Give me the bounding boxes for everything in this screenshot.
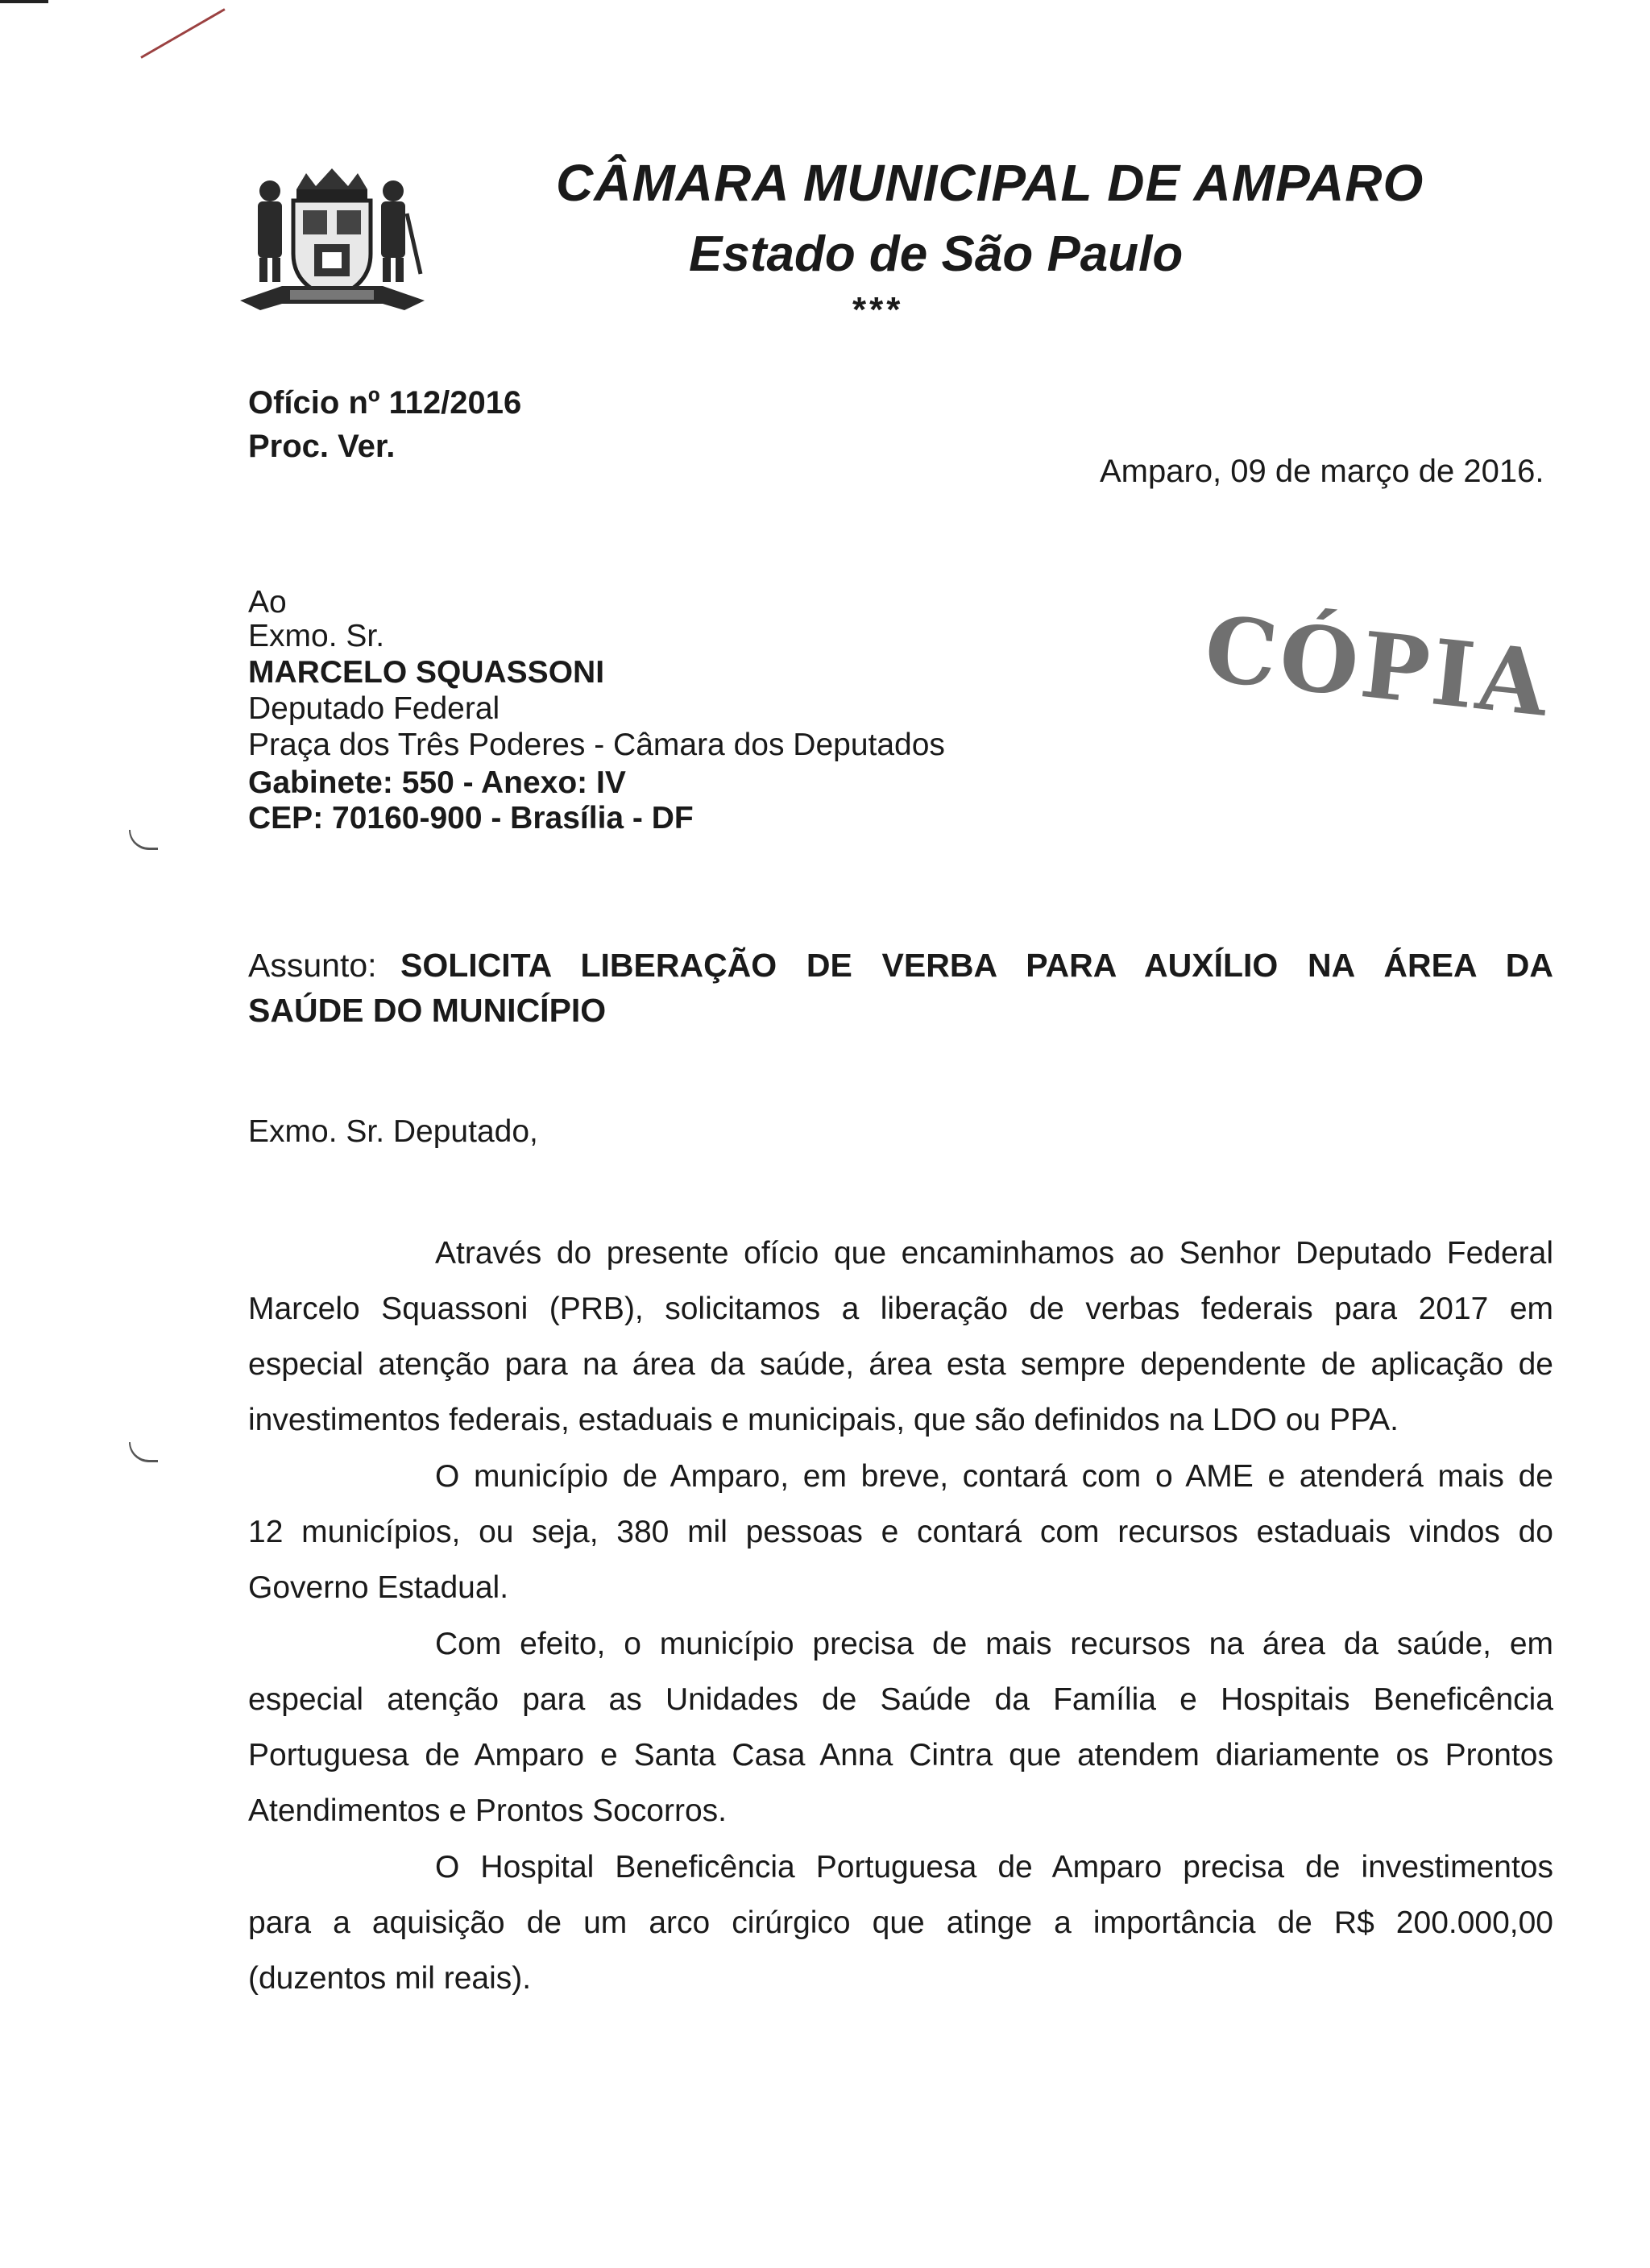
paragraph-line: Marcelo Squassoni (PRB), solicitamos a liberação de verbas federais para 2017 em bbox=[248, 1292, 1553, 1326]
paragraph-line: Com efeito, o município precisa de mais recursos na área da saúde, em bbox=[435, 1627, 1553, 1661]
paragraph-line: Portuguesa de Amparo e Santa Casa Anna Cintra que atendem diariamente os Prontos bbox=[248, 1738, 1553, 1773]
subject-label: Assunto: bbox=[248, 947, 377, 984]
paragraph-line: investimentos federais, estaduais e municipais, que são definidos na LDO ou PPA. bbox=[248, 1403, 1399, 1437]
paragraph-line: (duzentos mil reais). bbox=[248, 1961, 532, 1996]
addressee-name: MARCELO SQUASSONI bbox=[248, 655, 605, 690]
addressee-office: Gabinete: 550 - Anexo: IV bbox=[248, 765, 626, 800]
paragraph-line: Através do presente ofício que encaminhamos ao Senhor Deputado Federal bbox=[435, 1236, 1553, 1271]
paragraph-line: 12 municípios, ou seja, 380 mil pessoas e contará com recursos estaduais vindos do bbox=[248, 1515, 1553, 1549]
subject-text-line: SAÚDE DO MUNICÍPIO bbox=[248, 992, 607, 1029]
state-subtitle: Estado de São Paulo bbox=[689, 226, 1184, 282]
scan-edge-mark bbox=[0, 0, 48, 3]
addressee-postal: CEP: 70160-900 - Brasília - DF bbox=[248, 801, 694, 835]
subject-text-line: SOLICITA LIBERAÇÃO DE VERBA PARA AUXÍLIO NA ÁREA DA bbox=[400, 947, 1553, 984]
paragraph-line: para a aquisição de um arco cirúrgico que atinge a importância de R$ 200.000,00 bbox=[248, 1905, 1553, 1940]
addressee-honorific: Exmo. Sr. bbox=[248, 619, 385, 653]
punch-hole-mark bbox=[129, 1442, 158, 1462]
header-ornament: *** bbox=[852, 290, 904, 330]
paragraph-line: Atendimentos e Prontos Socorros. bbox=[248, 1793, 727, 1828]
institution-title: CÂMARA MUNICIPAL DE AMPARO bbox=[556, 154, 1424, 212]
letter-reference: Ofício nº 112/2016 bbox=[248, 385, 522, 421]
letter-procedure: Proc. Ver. bbox=[248, 429, 396, 464]
addressee-to: Ao bbox=[248, 585, 287, 620]
pen-mark bbox=[140, 8, 225, 59]
salutation: Exmo. Sr. Deputado, bbox=[248, 1114, 538, 1149]
letter-date: Amparo, 09 de março de 2016. bbox=[1100, 454, 1544, 489]
addressee-role: Deputado Federal bbox=[248, 691, 500, 726]
punch-hole-mark bbox=[129, 830, 158, 850]
paragraph-line: Governo Estadual. bbox=[248, 1570, 509, 1605]
paragraph-line: O município de Amparo, em breve, contará com o AME e atenderá mais de bbox=[435, 1459, 1553, 1494]
coat-of-arms-icon bbox=[234, 165, 431, 318]
copy-stamp: CÓPIA bbox=[1200, 595, 1556, 738]
addressee-address: Praça dos Três Poderes - Câmara dos Deputados bbox=[248, 728, 945, 762]
paragraph-line: O Hospital Beneficência Portuguesa de Amparo precisa de investimentos bbox=[435, 1850, 1553, 1884]
paragraph-line: especial atenção para as Unidades de Saúde da Família e Hospitais Beneficência bbox=[248, 1682, 1553, 1717]
paragraph-line: especial atenção para na área da saúde, área esta sempre dependente de aplicação de bbox=[248, 1347, 1553, 1382]
